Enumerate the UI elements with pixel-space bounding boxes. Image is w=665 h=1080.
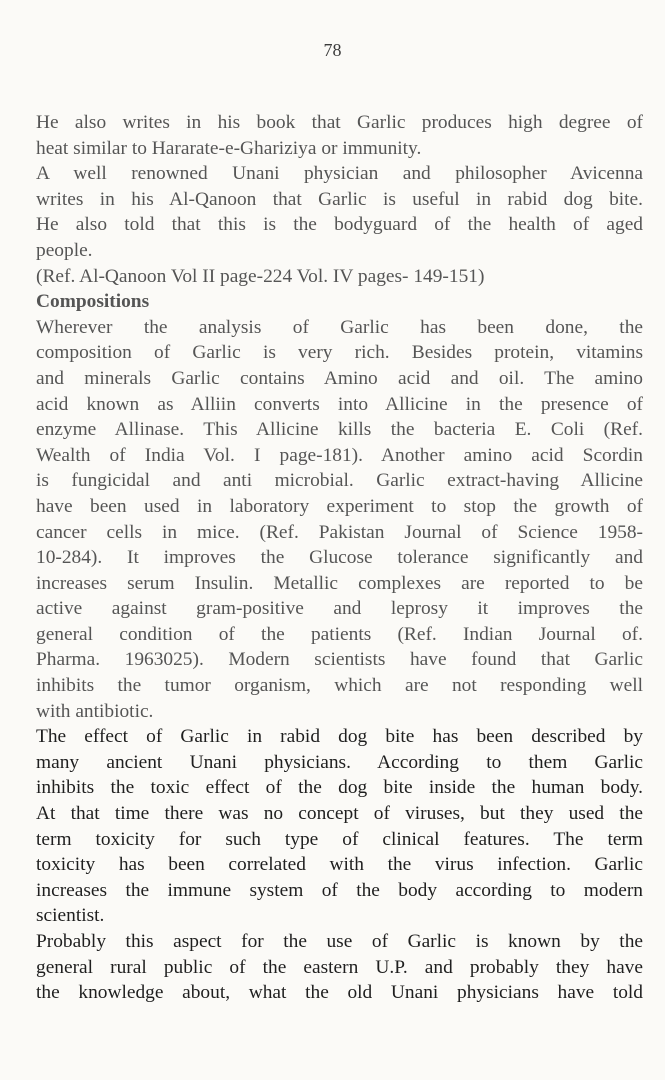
text-line: and minerals Garlic contains Amino acid and oil. The amino <box>36 367 643 389</box>
text-line: have been used in laboratory experiment to stop the growth of <box>36 495 643 517</box>
text-line: heat similar to Hararate-e-Ghariziya or immunity. <box>36 137 422 159</box>
text-line: cancer cells in mice. (Ref. Pakistan Journal of Science 1958- <box>36 521 643 543</box>
text-line: general condition of the patients (Ref. Indian Journal of. <box>36 623 643 645</box>
text-line: The effect of Garlic in rabid dog bite has been described by <box>36 726 643 748</box>
section-heading: Compositions <box>36 291 150 313</box>
text-line: He also told that this is the bodyguard of the health of aged <box>36 214 643 236</box>
text-line: toxicity has been correlated with the virus infection. Garlic <box>36 854 643 876</box>
page-number: 78 <box>323 40 342 60</box>
text-line: is fungicidal and anti microbial. Garlic extract-having Allicine <box>36 470 643 492</box>
text-line: composition of Garlic is very rich. Besides protein, vitamins <box>36 342 643 364</box>
text-line: the knowledge about, what the old Unani physicians have told <box>36 982 643 1004</box>
text-line: people. <box>36 239 93 261</box>
text-line: inhibits the toxic effect of the dog bite inside the human body. <box>36 777 643 799</box>
text-line: A well renowned Unani physician and philosopher Avicenna <box>36 163 643 185</box>
text-line: many ancient Unani physicians. According to them Garlic <box>36 751 643 773</box>
reference-line: (Ref. Al-Qanoon Vol II page-224 Vol. IV pages- 149-151) <box>36 265 485 287</box>
text-line: scientist. <box>36 905 105 927</box>
text-line: with antibiotic. <box>36 700 154 722</box>
text-line: enzyme Allinase. This Allicine kills the bacteria E. Coli (Ref. <box>36 419 643 441</box>
text-line: Wealth of India Vol. I page-181). Another amino acid Scordin <box>36 444 643 466</box>
text-line: increases serum Insulin. Metallic complexes are reported to be <box>36 572 643 594</box>
text-line: 10-284). It improves the Glucose tolerance significantly and <box>36 547 643 569</box>
text-line: Probably this aspect for the use of Garlic is known by the <box>36 931 643 952</box>
text-line: inhibits the tumor organism, which are not responding well <box>36 675 643 697</box>
text-line: acid known as Alliin converts into Allicine in the presence of <box>36 393 643 415</box>
text-line: Pharma. 1963025). Modern scientists have found that Garlic <box>36 649 643 671</box>
text-line: Wherever the analysis of Garlic has been done, the <box>36 316 643 338</box>
text-line: general rural public of the eastern U.P. and probably they have <box>36 956 643 978</box>
body-text <box>36 110 643 1006</box>
text-line: writes in his Al-Qanoon that Garlic is useful in rabid dog bite. <box>36 188 643 210</box>
text-line: He also writes in his book that Garlic produces high degree of <box>36 112 643 133</box>
text-line: increases the immune system of the body according to modern <box>36 879 643 901</box>
text-line: term toxicity for such type of clinical features. The term <box>36 828 643 850</box>
text-line: active against gram-positive and leprosy it improves the <box>36 598 643 620</box>
text-line: At that time there was no concept of viruses, but they used the <box>36 803 643 825</box>
